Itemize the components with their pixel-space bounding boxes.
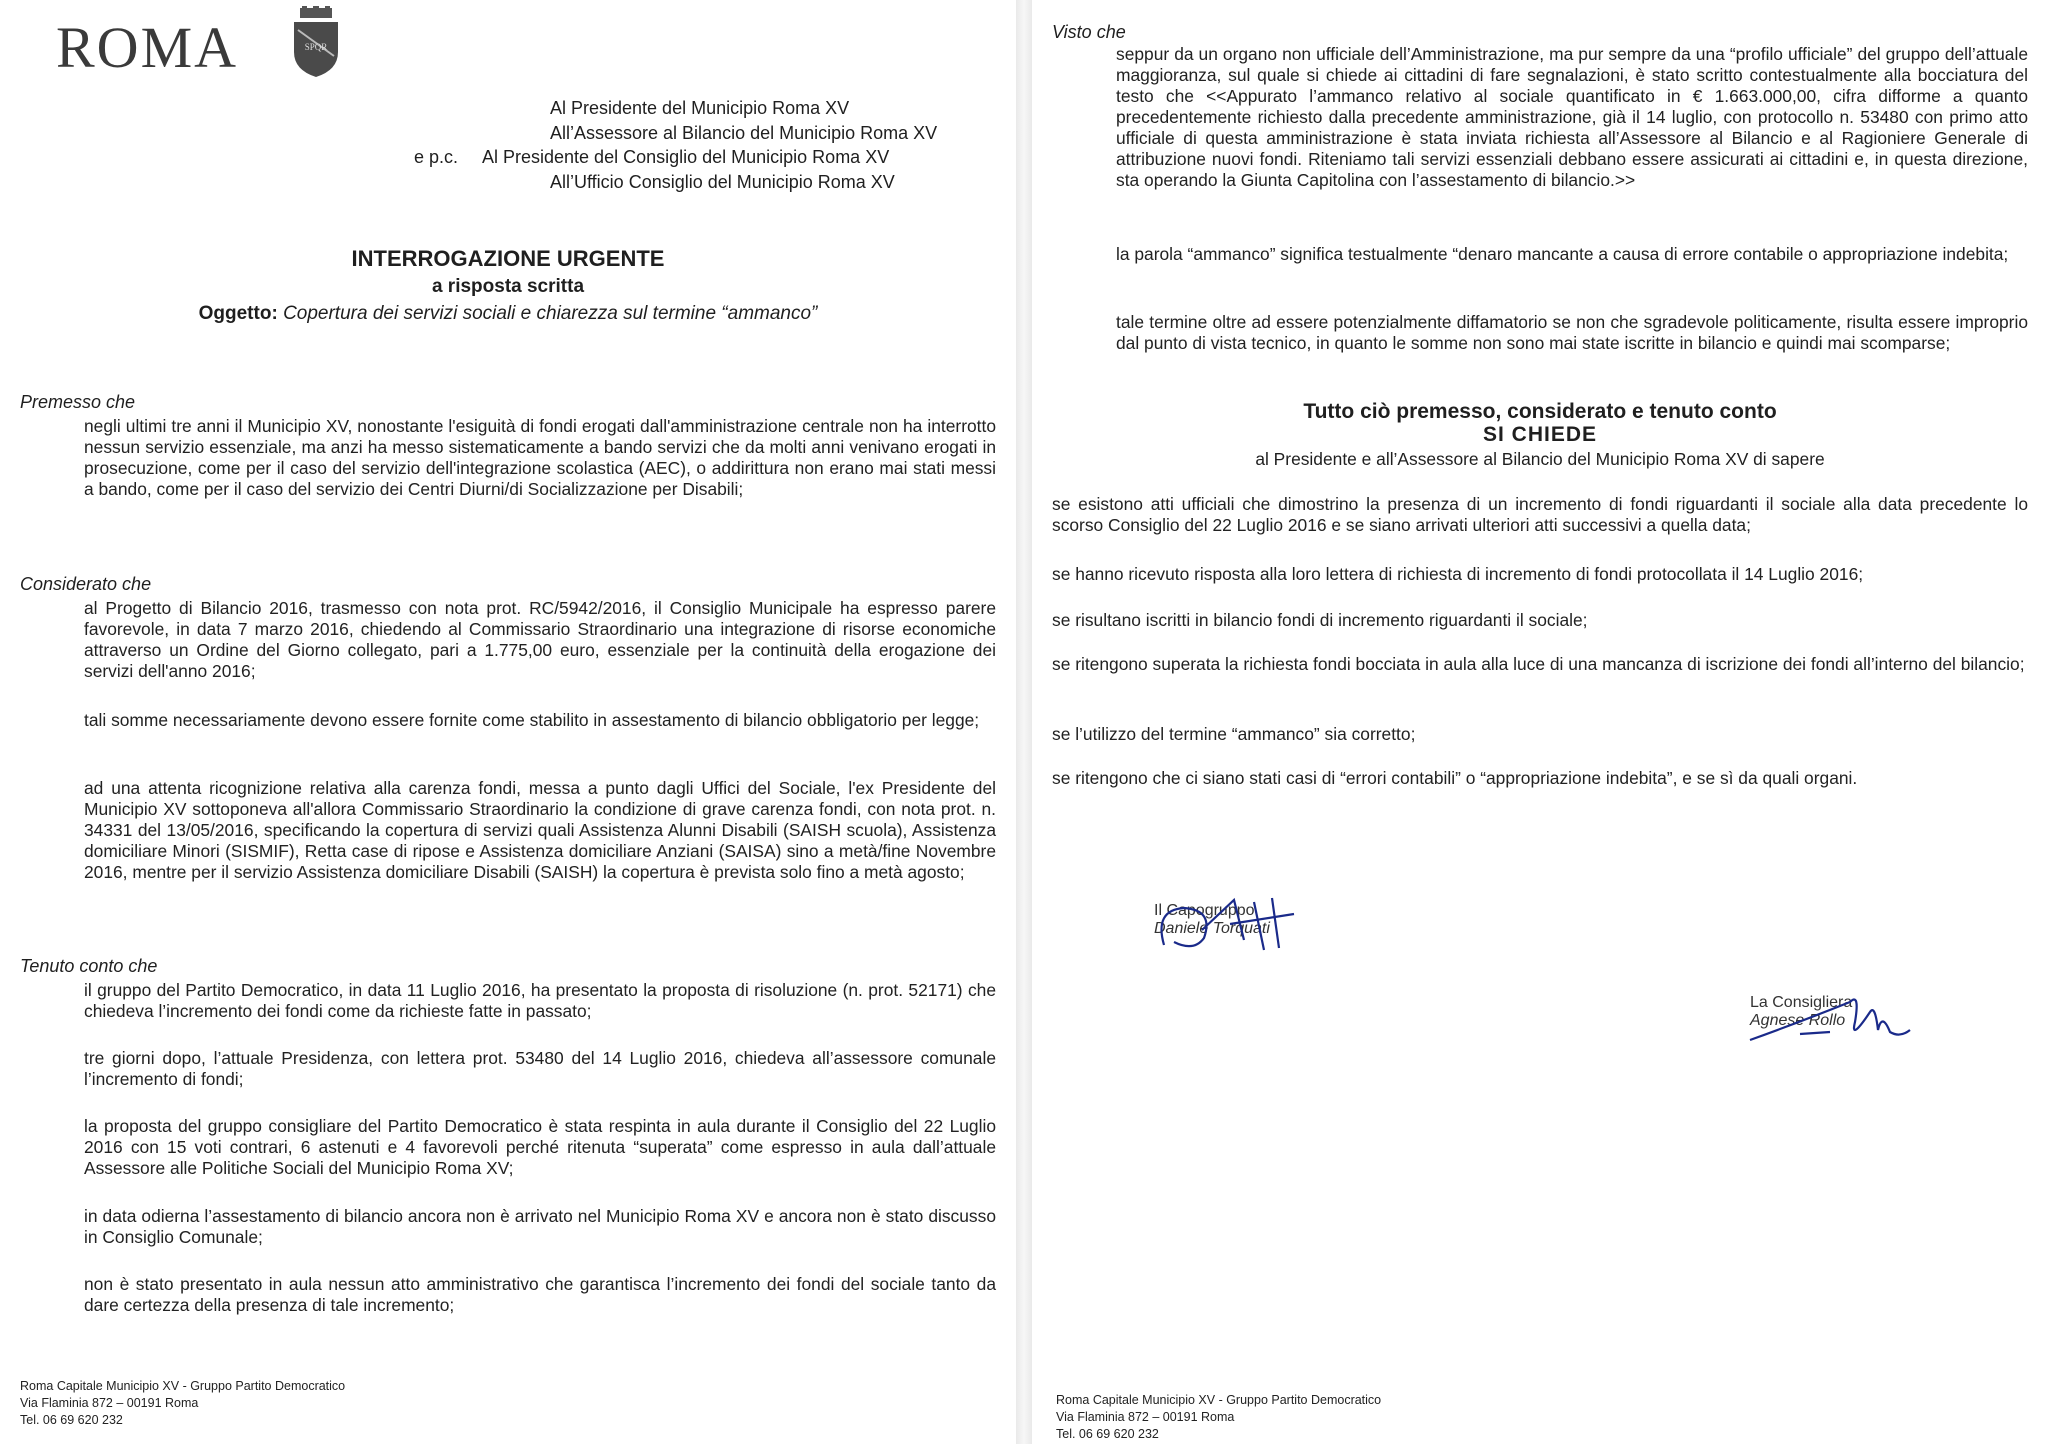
- question-item: se ritengono superata la richiesta fondi bocciata in aula alla luce di una mancanza di iscrizione dei fondi all’interno del bilancio;: [1052, 654, 2025, 674]
- signature-consigliera: [1750, 994, 1852, 1030]
- heading-addressees: al Presidente e all’Assessore al Bilancio del Municipio Roma XV di sapere: [1255, 449, 1825, 469]
- heading-premise: Tutto ciò premesso, considerato e tenuto conto: [1303, 400, 1777, 423]
- signature-capogruppo: [1154, 902, 1270, 938]
- page-right: [1032, 0, 2048, 1444]
- visto-paragraph: la parola “ammanco” significa testualmente “denaro mancante a causa di errore contabile o appropriazione indebita;: [1116, 244, 2009, 264]
- document-title: INTERROGAZIONE URGENTE: [351, 246, 665, 271]
- tenuto-paragraph: in data odierna l’assestamento di bilancio ancora non è arrivato nel Municipio Roma XV e ancora non è stato discusso in Consiglio Comunale;: [84, 1206, 996, 1247]
- roma-logo: ROMA: [56, 15, 239, 80]
- considerato-heading: Considerato che: [20, 574, 152, 594]
- document-subtitle: a risposta scritta: [431, 276, 585, 297]
- signature-name: Agnese Rollo: [1750, 1012, 1846, 1029]
- footer-line: Roma Capitale Municipio XV - Gruppo Partito Democratico: [20, 1379, 346, 1393]
- visto-paragraph: seppur da un organo non ufficiale dell’Amministrazione, ma pur sempre da una “profilo ufficiale” del gruppo dell’attuale maggioranza, sul quale si chiede ai cittadini di fare segnalazioni, è stato scritto contestualmente alla bocciatura del testo che <<Appurato l’ammanco relativo al sociale quantificato in € 1.663.000,00, cifra difforme a quanto precedentemente richiesto dalla precedente amministrazione, già il 14 luglio, con protocollo n. 53480 con primo atto ufficiale di questa amministrazione è stata inviata richiesta all’Assessore al Bilancio e al Ragioniere Generale di attribuzione nuovi fondi. Riteniamo tali servizi essenziali debbano essere assicurati ai cittadini e, in questa direzione, sta operando la Giunta Capitolina con l’assestamento di bilancio.>>: [1116, 44, 2028, 190]
- roma-crest-icon: [290, 6, 342, 78]
- subject-label: Oggetto:: [198, 303, 278, 324]
- question-item: se l’utilizzo del termine “ammanco” sia corretto;: [1052, 724, 1416, 744]
- premesso-heading: Premesso che: [20, 392, 136, 412]
- epc-label: e p.c.: [414, 147, 459, 167]
- recipient-line: Al Presidente del Consiglio del Municipio Roma XV: [482, 147, 890, 167]
- tenuto-paragraph: non è stato presentato in aula nessun atto amministrativo che garantisca l’incremento dei fondi del sociale tanto da dare certezza della presenza di tale incremento;: [84, 1274, 996, 1315]
- recipients-block: [414, 96, 938, 194]
- signature-name: Daniele Torquati: [1154, 920, 1270, 937]
- footer-block: [1056, 1392, 1381, 1443]
- premesso-paragraph: negli ultimi tre anni il Municipio XV, nonostante l'esiguità di fondi erogati dall'amministrazione centrale non ha interrotto nessun servizio essenziale, ma anzi ha messo sistematicamente a bando servizi che da molti anni venivano erogati in prosecuzione, come per il caso del servizio dell'integrazione scolastica (AEC), o addirittura non erano mai stati messi a bando, come per il caso del servizio dei Centri Diurni/di Socializzazione per Disabili;: [84, 416, 996, 499]
- heading-si-chiede: SI CHIEDE: [1482, 423, 1598, 446]
- footer-line: Via Flaminia 872 – 00191 Roma: [1056, 1410, 1235, 1424]
- tenuto-paragraph: la proposta del gruppo consigliare del Partito Democratico è stata respinta in aula durante il Consiglio del 22 Luglio 2016 con 15 voti contrari, 6 astenuti e 4 favorevoli perché ritenuta “superata” come espresso in aula dall’attuale Assessore alle Politiche Sociali del Municipio Roma XV;: [84, 1116, 996, 1178]
- crest-text: SPQR: [304, 42, 328, 52]
- footer-line: Via Flaminia 872 – 00191 Roma: [20, 1396, 199, 1410]
- visto-heading: Visto che: [1052, 22, 1126, 42]
- handwritten-signature-icon: [1740, 982, 1920, 1052]
- request-heading: [1032, 400, 2048, 472]
- signature-role: Il Capogruppo: [1154, 902, 1255, 919]
- considerato-paragraph: al Progetto di Bilancio 2016, trasmesso con nota prot. RC/5942/2016, il Consiglio Municipale ha espresso parere favorevole, in data 7 marzo 2016, chiedendo al Commissario Straordinario una integrazione di risorse economiche attraverso un Ordine del Giorno collegato, pari a 1.775,00 euro, essenziale per la continuità della erogazione dei servizi dell'anno 2016;: [84, 598, 996, 681]
- page-left: [0, 0, 1016, 1444]
- subject-text: Copertura dei servizi sociali e chiarezza sul termine “ammanco”: [283, 303, 818, 324]
- question-item: se ritengono che ci siano stati casi di “errori contabili” o “appropriazione indebita”, e se sì da quali organi.: [1052, 768, 1858, 788]
- tenuto-paragraph: il gruppo del Partito Democratico, in data 11 Luglio 2016, ha presentato la proposta di risoluzione (n. prot. 52171) che chiedeva l’incremento dei fondi come da richieste fatte in passato;: [84, 980, 996, 1021]
- handwritten-signature-icon: [1144, 890, 1314, 960]
- question-item: se esistono atti ufficiali che dimostrino la presenza di un incremento di fondi riguardanti il sociale alla data precedente lo scorso Consiglio del 22 Luglio 2016 e se siano arrivati ulteriori atti successivi a quella data;: [1052, 494, 2028, 535]
- footer-line: Tel. 06 69 620 232: [20, 1413, 123, 1427]
- visto-paragraph: tale termine oltre ad essere potenzialmente diffamatorio se non che sgradevole politicamente, risulta essere improprio dal punto di vista tecnico, in quanto le somme non sono mai state iscritte in bilancio e quindi mai scomparse;: [1116, 312, 2028, 353]
- recipient-line: Al Presidente del Municipio Roma XV: [550, 98, 850, 118]
- tenuto-paragraph: tre giorni dopo, l’attuale Presidenza, con lettera prot. 53480 del 14 Luglio 2016, chiedeva all’assessore comunale l’incremento di fondi;: [84, 1048, 996, 1089]
- footer-line: Roma Capitale Municipio XV - Gruppo Partito Democratico: [1056, 1393, 1382, 1407]
- recipient-line: All’Ufficio Consiglio del Municipio Roma XV: [550, 171, 895, 192]
- subject-line: [0, 300, 1016, 328]
- considerato-paragraph: tali somme necessariamente devono essere fornite come stabilito in assestamento di bilancio obbligatorio per legge;: [84, 710, 980, 730]
- footer-block: [20, 1378, 345, 1429]
- question-item: se hanno ricevuto risposta alla loro lettera di richiesta di incremento di fondi protocollata il 14 Luglio 2016;: [1052, 564, 1864, 584]
- recipient-line: All’Assessore al Bilancio del Municipio Roma XV: [550, 122, 938, 143]
- considerato-paragraph: ad una attenta ricognizione relativa alla carenza fondi, messa a punto dagli Uffici del Sociale, l'ex Presidente del Municipio XV sottoponeva all'allora Commissario Straordinario la condizione di grave carenza fondi, con nota prot. n. 34331 del 13/05/2016, specificando la copertura di servizi quali Assistenza Alunni Disabili (SAISH scuola), Assistenza domiciliare Minori (SISMIF), Retta case di ripose e Assistenza domiciliare Anziani (SAISA) sino a metà/fine Novembre 2016, mentre per il servizio Assistenza domiciliare Disabili (SAISH) la copertura è prevista solo fino a metà agosto;: [84, 778, 996, 882]
- title-block: [0, 244, 1016, 328]
- signature-role: La Consigliera: [1750, 994, 1853, 1011]
- page-gutter: [1016, 0, 1032, 1444]
- tenuto-heading: Tenuto conto che: [20, 956, 158, 976]
- question-item: se risultano iscritti in bilancio fondi di incremento riguardanti il sociale;: [1052, 610, 1588, 630]
- footer-line: Tel. 06 69 620 232: [1056, 1427, 1159, 1441]
